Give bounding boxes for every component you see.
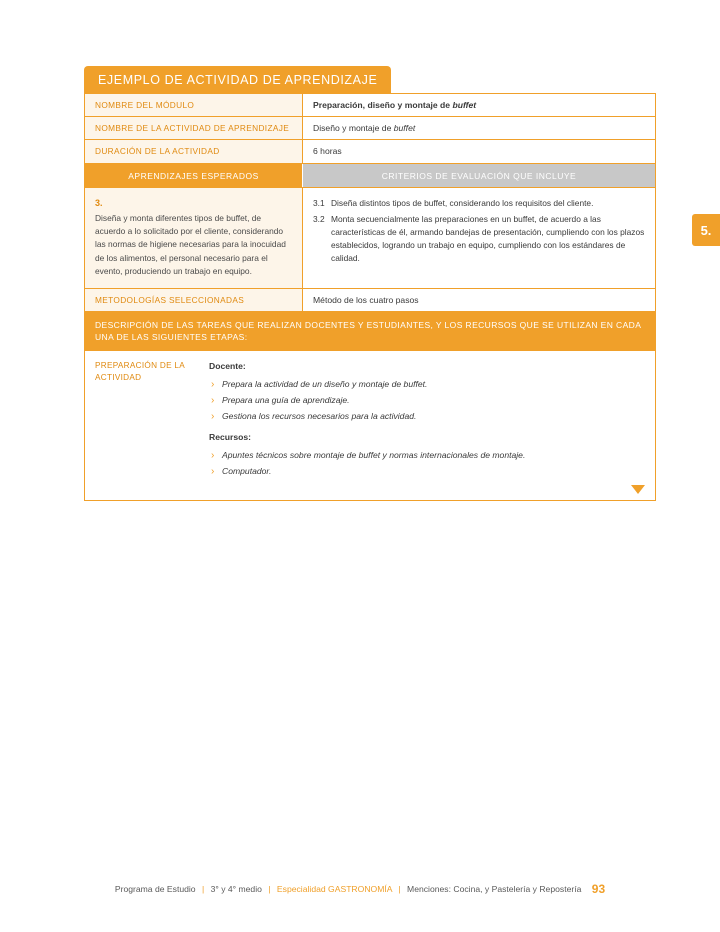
task-stage-label: PREPARACIÓN DE LA ACTIVIDAD	[95, 361, 185, 383]
teacher-task-list	[209, 378, 645, 423]
task-content	[203, 351, 655, 499]
row-label-activity: NOMBRE DE LA ACTIVIDAD DE APRENDIZAJE	[85, 117, 303, 139]
criterion-text: Monta secuencialmente las preparaciones en un buffet, de acuerdo a las características de él, armando bandejas de presentación, cumpliendo con los plazos establecidos, logrando un trabajo en equipo, cumpliendo con los estándares de calidad.	[331, 213, 645, 263]
header-evaluation-criteria: CRITERIOS DE EVALUACIÓN QUE INCLUYE	[303, 164, 655, 187]
learning-outcome-number: 3.	[95, 197, 103, 208]
header-learning-outcomes: APRENDIZAJES ESPERADOS	[85, 164, 303, 187]
activity-name-text: Diseño y montaje de	[313, 123, 394, 134]
criterion-item	[313, 197, 645, 210]
chapter-side-tab: 5.	[692, 214, 720, 246]
criterion-item	[313, 213, 645, 265]
footer-program: Programa de Estudio	[114, 884, 196, 894]
list-item: › Prepara una guía de aprendizaje.	[209, 394, 645, 407]
learning-outcome-text: Diseña y monta diferentes tipos de buffet, de acuerdo a lo solicitado por el cliente, considerando las normas de higiene necesarias para la inocuidad de los alimentos, el personal necesario para el evento, produciendo un trabajo en equipo.	[95, 213, 286, 276]
module-name-emphasis: buffet	[452, 100, 477, 110]
footer-separator: |	[268, 884, 271, 894]
list-item: › Gestiona los recursos necesarios para la actividad.	[209, 410, 645, 423]
list-item: › Prepara la actividad de un diseño y montaje de buffet.	[209, 378, 645, 391]
row-value-module	[303, 94, 655, 116]
criterion-text: Diseña distintos tipos de buffet, considerando los requisitos del cliente.	[331, 197, 594, 208]
footer-level: 3° y 4° medio	[210, 884, 262, 894]
task-section	[85, 351, 655, 499]
table-row	[85, 289, 655, 312]
footer-mentions: Menciones: Cocina, y Pastelería y Repostería	[407, 884, 582, 894]
resources-heading: Recursos:	[209, 431, 252, 442]
activity-card	[84, 66, 656, 501]
teacher-heading: Docente:	[209, 361, 246, 372]
row-value-methodology: Método de los cuatro pasos	[313, 294, 419, 305]
resources-list	[209, 449, 645, 478]
table-row	[85, 94, 655, 117]
row-value-activity	[303, 117, 655, 139]
footer-specialty: Especialidad GASTRONOMÍA	[276, 884, 393, 894]
module-name-text: Preparación, diseño y montaje de	[313, 100, 453, 110]
activity-table	[84, 93, 656, 501]
list-item: › Apuntes técnicos sobre montaje de buffet y normas internacionales de montaje.	[209, 449, 645, 462]
criterion-number: 3.2	[313, 213, 325, 224]
learning-outcome-cell	[85, 188, 303, 288]
card-title: EJEMPLO DE ACTIVIDAD DE APRENDIZAJE	[84, 66, 391, 93]
row-label-methodology: METODOLOGÍAS SELECCIONADAS	[85, 289, 303, 311]
table-row	[85, 117, 655, 140]
page-number: 93	[591, 882, 606, 896]
activity-name-emphasis: buffet	[393, 123, 416, 134]
page-footer	[0, 882, 720, 896]
criteria-cell	[303, 188, 655, 288]
footer-separator: |	[201, 884, 205, 894]
list-item: › Computador.	[209, 465, 645, 478]
row-label-module: NOMBRE DEL MÓDULO	[85, 94, 303, 116]
chevron-down-icon	[631, 485, 645, 494]
content-row	[85, 188, 655, 289]
section-headers	[85, 164, 655, 188]
footer-separator: |	[398, 884, 401, 894]
row-value-duration: 6 horas	[313, 146, 342, 157]
description-banner: DESCRIPCIÓN DE LAS TAREAS QUE REALIZAN DOCENTES Y ESTUDIANTES, Y LOS RECURSOS QUE SE UTILIZAN EN CADA UNA DE LAS SIGUIENTES ETAPAS:	[85, 312, 655, 352]
table-row	[85, 140, 655, 163]
criterion-number: 3.1	[313, 197, 325, 208]
row-label-duration: DURACIÓN DE LA ACTIVIDAD	[85, 140, 303, 162]
